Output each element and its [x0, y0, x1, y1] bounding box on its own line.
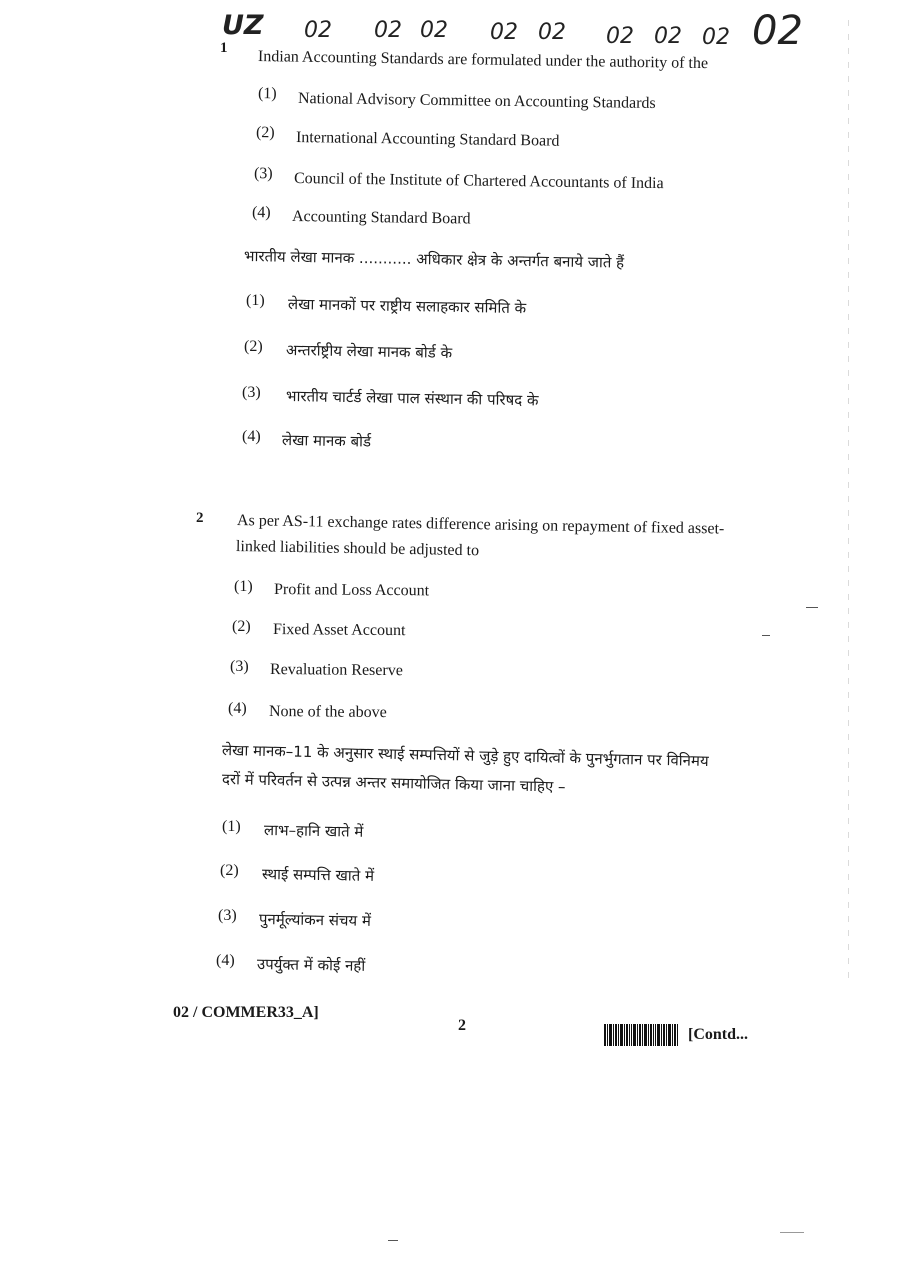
option-item[interactable]: [220, 862, 239, 880]
option-number: (3): [230, 658, 249, 675]
scan-mark: [762, 635, 770, 636]
header-code: 02: [538, 20, 566, 45]
question-text-hindi: लेखा मानक–11 के अनुसार स्थाई सम्पत्तियों से जुड़े हुए दायित्वों के पुनर्भुगतान पर विनिमय: [221, 741, 709, 771]
barcode-icon: [604, 1024, 678, 1046]
option-number: (2): [255, 124, 275, 142]
option-number: (4): [228, 700, 247, 717]
option-number: (3): [218, 907, 237, 924]
option-item[interactable]: [246, 292, 265, 310]
option-item[interactable]: [230, 658, 249, 676]
scan-mark: [388, 1240, 398, 1241]
scan-edge-artifact: [848, 20, 849, 980]
option-item[interactable]: [234, 578, 253, 596]
scan-mark: [806, 607, 818, 608]
option-text: Fixed Asset Account: [272, 621, 406, 640]
scan-mark: [780, 1232, 804, 1233]
option-text: Revaluation Reserve: [269, 661, 403, 680]
option-number: (2): [220, 862, 239, 879]
header-code: UZ: [222, 10, 264, 41]
option-item[interactable]: [244, 338, 263, 356]
option-text: Accounting Standard Board: [291, 208, 471, 228]
option-number: (3): [253, 165, 273, 183]
option-number: (1): [257, 85, 277, 103]
question-text-hindi: दरों में परिवर्तन से उत्पन्न अन्तर समायोजित किया जाना चाहिए –: [221, 770, 566, 796]
option-text: International Accounting Standard Board: [295, 129, 560, 150]
option-item[interactable]: [242, 384, 261, 402]
header-code: 02: [702, 25, 730, 50]
option-text: Profit and Loss Account: [273, 581, 430, 600]
option-number: (4): [242, 428, 261, 445]
option-item[interactable]: [254, 165, 273, 183]
option-text: लाभ–हानि खाते में: [263, 821, 364, 841]
option-text: लेखा मानक बोर्ड: [281, 431, 372, 451]
option-item[interactable]: [252, 204, 271, 222]
option-item[interactable]: [256, 124, 275, 142]
option-text: None of the above: [268, 703, 387, 722]
question-text-english: Indian Accounting Standards are formulated under the authority of the: [257, 48, 709, 73]
question-text-english: linked liabilities should be adjusted to: [235, 538, 480, 560]
option-number: (1): [246, 292, 265, 309]
header-code: 02: [304, 18, 332, 43]
option-text: अन्तर्राष्ट्रीय लेखा मानक बोर्ड के: [285, 341, 453, 362]
header-code: 02: [420, 18, 448, 43]
header-code: 02: [606, 24, 634, 49]
page-number: 2: [458, 1017, 466, 1034]
option-text: Council of the Institute of Chartered Accountants of India: [293, 170, 664, 193]
option-item[interactable]: [258, 85, 277, 103]
option-item[interactable]: [222, 818, 241, 836]
option-number: (1): [222, 818, 241, 835]
option-text: स्थाई सम्पत्ति खाते में: [261, 865, 375, 885]
option-text: लेखा मानकों पर राष्ट्रीय सलाहकार समिति के: [287, 295, 527, 318]
option-text: National Advisory Committee on Accounting Standards: [297, 90, 656, 112]
question-text-hindi: भारतीय लेखा मानक ........... अधिकार क्षेत्र के अन्तर्गत बनाये जाते हैं: [243, 247, 625, 272]
option-number: (1): [234, 578, 253, 595]
question-number: 1: [220, 40, 228, 56]
continued-label: [Contd...: [688, 1026, 749, 1043]
header-code: 02: [374, 18, 402, 43]
option-number: (4): [216, 952, 235, 969]
option-item[interactable]: [232, 618, 251, 636]
option-item[interactable]: [216, 952, 235, 970]
option-item[interactable]: [228, 700, 247, 718]
header-code: 02: [490, 20, 518, 45]
header-code: 02: [654, 24, 682, 49]
option-number: (2): [232, 618, 251, 635]
option-number: (4): [251, 204, 271, 222]
option-text: पुनर्मूल्यांकन संचय में: [258, 910, 372, 930]
paper-code: 02 / COMMER33_A]: [173, 1004, 319, 1021]
question-text-english: As per AS-11 exchange rates difference arising on repayment of fixed asset-: [236, 512, 725, 538]
option-item[interactable]: [218, 907, 237, 925]
question-number: 2: [196, 510, 204, 526]
option-number: (2): [244, 338, 263, 355]
option-text: उपर्युक्त में कोई नहीं: [256, 955, 366, 975]
option-item[interactable]: [242, 428, 261, 446]
header-code-large: 02: [752, 8, 803, 54]
option-number: (3): [242, 384, 261, 401]
option-text: भारतीय चार्टर्ड लेखा पाल संस्थान की परिषद के: [285, 387, 539, 410]
